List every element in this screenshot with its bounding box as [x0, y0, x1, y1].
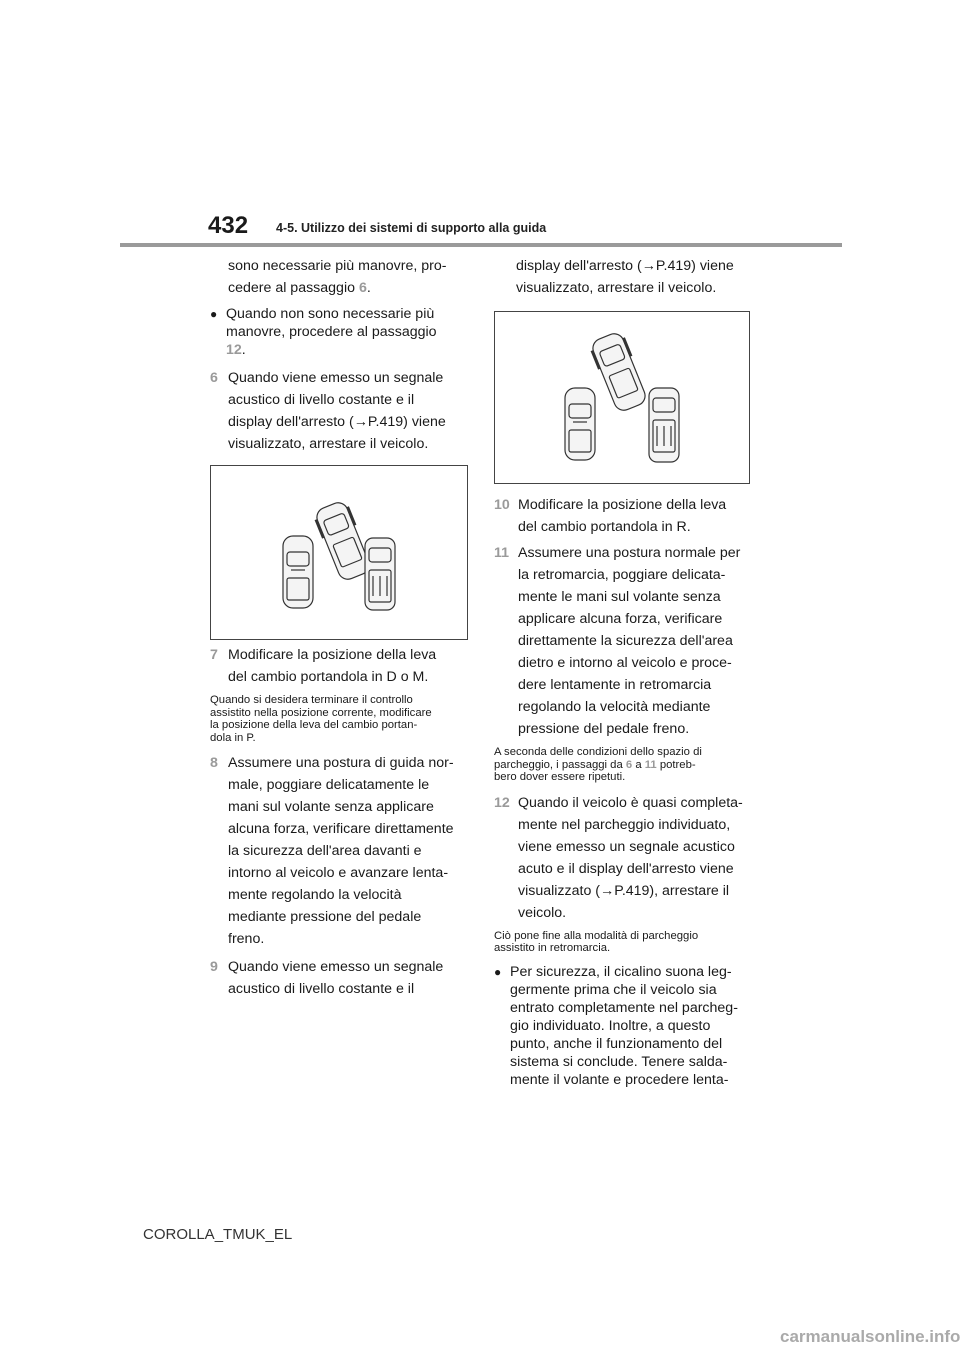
parked-car-left	[283, 536, 313, 608]
step-text: Quando il veicolo è quasi completa- mente nel parcheggio individuato, viene emesso un segnale acustico acuto e il display dell'arresto viene visualizzato (→P.419), arrestare il veicolo.	[518, 794, 743, 921]
document-code: COROLLA_TMUK_EL	[143, 1226, 293, 1243]
step-ref: 12	[226, 342, 242, 358]
intro-text: sono necessarie più manovre, pro- cedere al passaggio	[228, 258, 447, 296]
watermark: carmanualsonline.info	[780, 1327, 960, 1346]
step-number: 9	[210, 959, 218, 975]
step-ref: 6	[625, 758, 633, 771]
bullet-item	[210, 305, 470, 359]
note-end-control: Quando si desidera terminare il controllo assistito nella posizione corrente, modificare la posizione della leva del cambio portan- dola in P.	[210, 694, 432, 744]
bullet-dot-icon: ●	[210, 307, 218, 321]
parked-car-left	[565, 388, 595, 460]
step-8	[210, 752, 470, 950]
parking-illustration	[211, 466, 467, 639]
step-9	[210, 956, 470, 1000]
step-number: 8	[210, 755, 218, 771]
step-12	[494, 792, 756, 924]
step-number: 10	[494, 497, 510, 513]
step-text: Assumere una postura normale per la retromarcia, poggiare delicata- mente le mani sul volante senza applicare alcuna forza, verificare direttamente la sicurezza dell'area dietro e intorno al veicolo e proce- dere lentamente in retromarcia regolando la velocità mediante pressione del pedale freno.	[518, 545, 741, 737]
note-repeat-steps	[494, 746, 756, 784]
step-7	[210, 644, 470, 688]
bullet-body: Quando non sono necessarie più manovre, procedere al passaggio	[226, 306, 437, 340]
bullet-dot-icon: ●	[494, 964, 502, 979]
header-rule	[120, 243, 842, 247]
page-number: 432	[208, 212, 249, 239]
note-end-mode: Ciò pone fine alla modalità di parcheggio assistito in retromarcia.	[494, 929, 699, 954]
bullet-end: .	[241, 342, 246, 358]
intro-end: .	[366, 280, 371, 296]
step-9-continued: display dell'arresto (→P.419) viene visualizzato, arrestare il veicolo.	[516, 258, 734, 296]
step-ref: 6	[358, 280, 367, 296]
parking-illustration	[495, 312, 749, 483]
bullet-text: Per sicurezza, il cicalino suona leg- germente prima che il veicolo sia entrato completamente nel parcheg- gio individuato. Inoltre, a questo punto, anche il funzionamento del sistema si conclude. Tenere salda- mente il volante e procedere lenta-	[510, 963, 738, 1088]
note-text: a	[632, 758, 645, 771]
note-text: potreb- bero dover essere ripetuti.	[494, 758, 696, 783]
step-11	[494, 542, 756, 740]
parking-figure-forward	[210, 465, 468, 640]
left-column	[210, 255, 470, 1004]
step-text: Modificare la posizione della leva del cambio portandola in R.	[518, 497, 727, 535]
section-title: 4-5. Utilizzo dei sistemi di supporto alla guida	[276, 221, 547, 235]
step-text: Modificare la posizione della leva del cambio portandola in D o M.	[228, 647, 437, 685]
step-6	[210, 367, 470, 455]
parked-car-right	[365, 538, 395, 610]
step-ref: 11	[644, 758, 657, 771]
step-number: 12	[494, 794, 510, 811]
note-text: A seconda delle condizioni dello spazio di parcheggio, i passaggi da	[494, 746, 702, 771]
maneuvering-car	[589, 330, 649, 413]
parked-car-right	[649, 388, 679, 462]
step-text: Quando viene emesso un segnale acustico di livello costante e il	[228, 959, 444, 997]
bullet-text	[226, 305, 470, 359]
bullet-item	[494, 963, 756, 1089]
step-number: 7	[210, 647, 218, 663]
intro-paragraph	[210, 255, 470, 299]
step-text: Quando viene emesso un segnale acustico di livello costante e il display dell'arresto (→P.419) viene visualizzato, arrestare il veicolo.	[228, 370, 446, 452]
step-number: 11	[494, 545, 509, 561]
step-text: Assumere una postura di guida nor- male, poggiare delicatamente le mani sul volante senza applicare alcuna forza, verificare direttamente la sicurezza dell'area davanti e intorno al veicolo e avanzare lenta- mente regolando la velocità mediante pressione del pedale freno.	[228, 755, 454, 947]
step-10	[494, 494, 756, 538]
right-column	[494, 255, 756, 1093]
step-number: 6	[210, 370, 218, 386]
parking-figure-reverse	[494, 311, 750, 484]
maneuvering-car	[313, 499, 373, 582]
